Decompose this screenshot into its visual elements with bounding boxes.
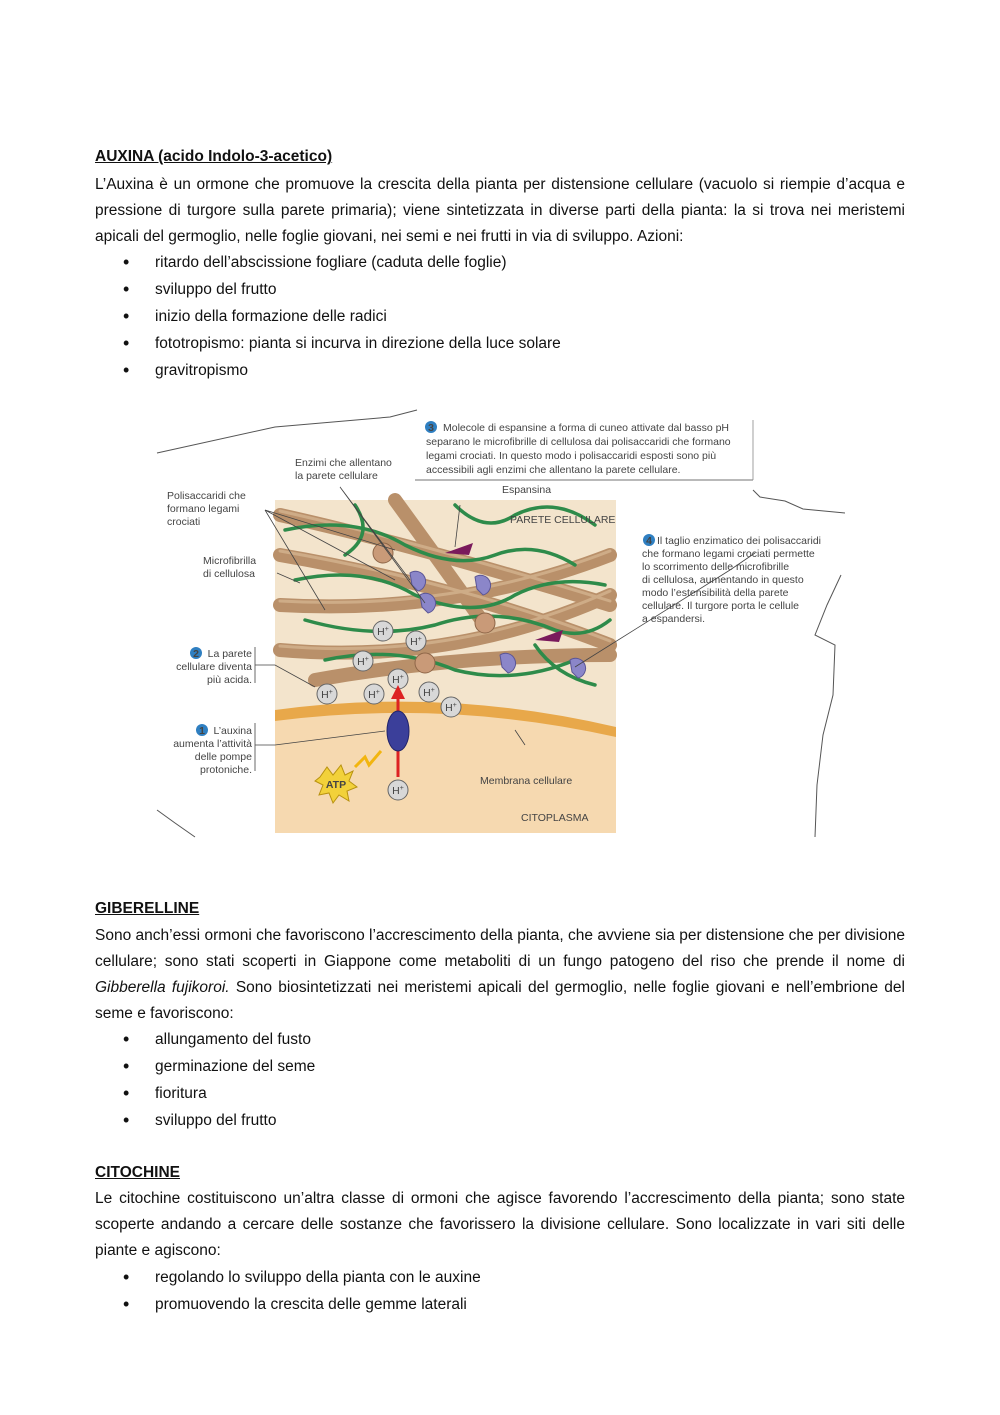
list-item: • promuovendo la crescita delle gemme laterali [95, 1291, 481, 1318]
svg-text:4: 4 [646, 535, 652, 547]
list-item: • fototropismo: pianta si incurva in direzione della luce solare [95, 330, 561, 357]
step-2-callout [176, 647, 252, 686]
svg-text:protoniche.: protoniche. [200, 764, 252, 776]
svg-text:delle pompe: delle pompe [194, 751, 252, 763]
list-item: • ritardo dell’abscissione fogliare (caduta delle foglie) [95, 249, 561, 276]
svg-text:H+: H+ [392, 674, 404, 686]
citochine-title: CITOCHINE [95, 1164, 180, 1181]
svg-text:Enzimi che allentano: Enzimi che allentano [295, 457, 392, 469]
auxina-title: AUXINA (acido Indolo-3-acetico) [95, 148, 333, 165]
svg-text:H+: H+ [410, 636, 422, 648]
cell-wall-diagram [155, 405, 845, 845]
list-item: • regolando lo sviluppo della pianta con le auxine [95, 1264, 481, 1291]
svg-text:H+: H+ [368, 689, 380, 701]
giberelline-paragraph: Sono anch’essi ormoni che favoriscono l’accrescimento della pianta, che avviene sia per distensione che per divisione cellulare; sono stati scoperti in Giappone come metaboliti di un fungo patogeno del riso che prende il nome di Gibberella fujikoroi. Sono biosintetizzati nei meristemi apicali del germoglio, nelle foglie giovani e nell’embrione del seme e favoriscono: [95, 927, 905, 1022]
list-item: • inizio della formazione delle radici [95, 303, 561, 330]
list-item: • sviluppo del frutto [95, 1107, 315, 1134]
svg-text:che formano legami crociati pe: che formano legami crociati permette [642, 548, 815, 560]
svg-text:cellulare diventa: cellulare diventa [176, 661, 252, 673]
svg-text:1: 1 [199, 725, 205, 737]
svg-text:Molecole di espansine a forma: Molecole di espansine a forma di cuneo attivate dal basso pH [443, 422, 730, 434]
svg-text:modo l’estensibilità della par: modo l’estensibilità della parete [642, 587, 789, 599]
svg-text:di cellulosa, aumentando in qu: di cellulosa, aumentando in questo [642, 574, 804, 586]
svg-text:crociati: crociati [167, 516, 201, 528]
citochine-paragraph: Le citochine costituiscono un’altra classe di ormoni che agisce favorendo l’accrescimento della pianta; sono state scoperte andando a cercare delle sostanze che favorissero la divisione cellulare. Sono localizzate in vari siti delle piante e agiscono: [95, 1190, 905, 1259]
svg-text:legami crociati. In questo mod: legami crociati. In questo modo i polisaccaridi esposti sono più [426, 450, 717, 462]
auxina-paragraph: L’Auxina è un ormone che promuove la crescita della pianta per distensione cellulare (vacuolo si riempie d’acqua e pressione di turgore sulla parete primaria); viene sintetizzata in diverse parti della pianta: la si trova nei meristemi apicali del germoglio, nelle foglie giovani, nei semi e nei frutti in via di sviluppo. Azioni: [95, 176, 905, 245]
giberelline-title: GIBERELLINE [95, 900, 200, 917]
list-item: • allungamento del fusto [95, 1026, 315, 1053]
svg-text:H+: H+ [377, 626, 389, 638]
step-3-callout [415, 420, 753, 480]
parete-label: PARETE CELLULARE [510, 514, 616, 526]
svg-text:cellulare. Il turgore porta le: cellulare. Il turgore porta le cellule [642, 600, 799, 612]
giberelline-list [95, 1026, 315, 1134]
svg-text:la parete cellulare: la parete cellulare [295, 470, 378, 482]
svg-text:più acida.: più acida. [207, 674, 252, 686]
svg-text:H+: H+ [445, 702, 457, 714]
svg-text:formano legami: formano legami [167, 503, 240, 515]
svg-text:di cellulosa: di cellulosa [203, 568, 255, 580]
svg-text:H+: H+ [321, 689, 333, 701]
list-item: • gravitropismo [95, 357, 561, 384]
list-item: • germinazione del seme [95, 1053, 315, 1080]
svg-text:H+: H+ [423, 687, 435, 699]
svg-text:Espansina: Espansina [502, 484, 552, 496]
svg-text:L’auxina: L’auxina [213, 725, 252, 737]
svg-text:2: 2 [193, 648, 199, 660]
svg-text:Polisaccaridi che: Polisaccaridi che [167, 490, 246, 502]
auxina-actions-list [95, 249, 561, 384]
citoplasma-label: CITOPLASMA [521, 812, 589, 824]
proton-pump [387, 711, 409, 751]
membrana-label: Membrana cellulare [480, 775, 573, 787]
svg-text:accessibili agli enzimi che al: accessibili agli enzimi che allentano la parete cellulare. [426, 464, 681, 476]
list-item: • fioritura [95, 1080, 315, 1107]
svg-text:H+: H+ [392, 785, 404, 797]
svg-text:lo scorrimento delle microfibr: lo scorrimento delle microfibrille [642, 561, 790, 573]
svg-text:Il taglio enzimatico dei polis: Il taglio enzimatico dei polisaccaridi [657, 535, 821, 547]
svg-text:separano le microfibrille di c: separano le microfibrille di cellulosa dai polisaccaridi che formano [426, 436, 731, 448]
svg-text:a espandersi.: a espandersi. [642, 613, 706, 625]
svg-text:La parete: La parete [207, 648, 252, 660]
svg-text:H+: H+ [357, 656, 369, 668]
svg-text:Microfibrilla: Microfibrilla [203, 555, 257, 567]
list-item: • sviluppo del frutto [95, 276, 561, 303]
svg-text:3: 3 [428, 422, 434, 434]
citochine-list [95, 1264, 481, 1318]
svg-text:aumenta l’attività: aumenta l’attività [173, 738, 252, 750]
svg-text:ATP: ATP [325, 779, 347, 791]
step-4-callout [642, 534, 821, 625]
step-1-callout [173, 724, 252, 776]
